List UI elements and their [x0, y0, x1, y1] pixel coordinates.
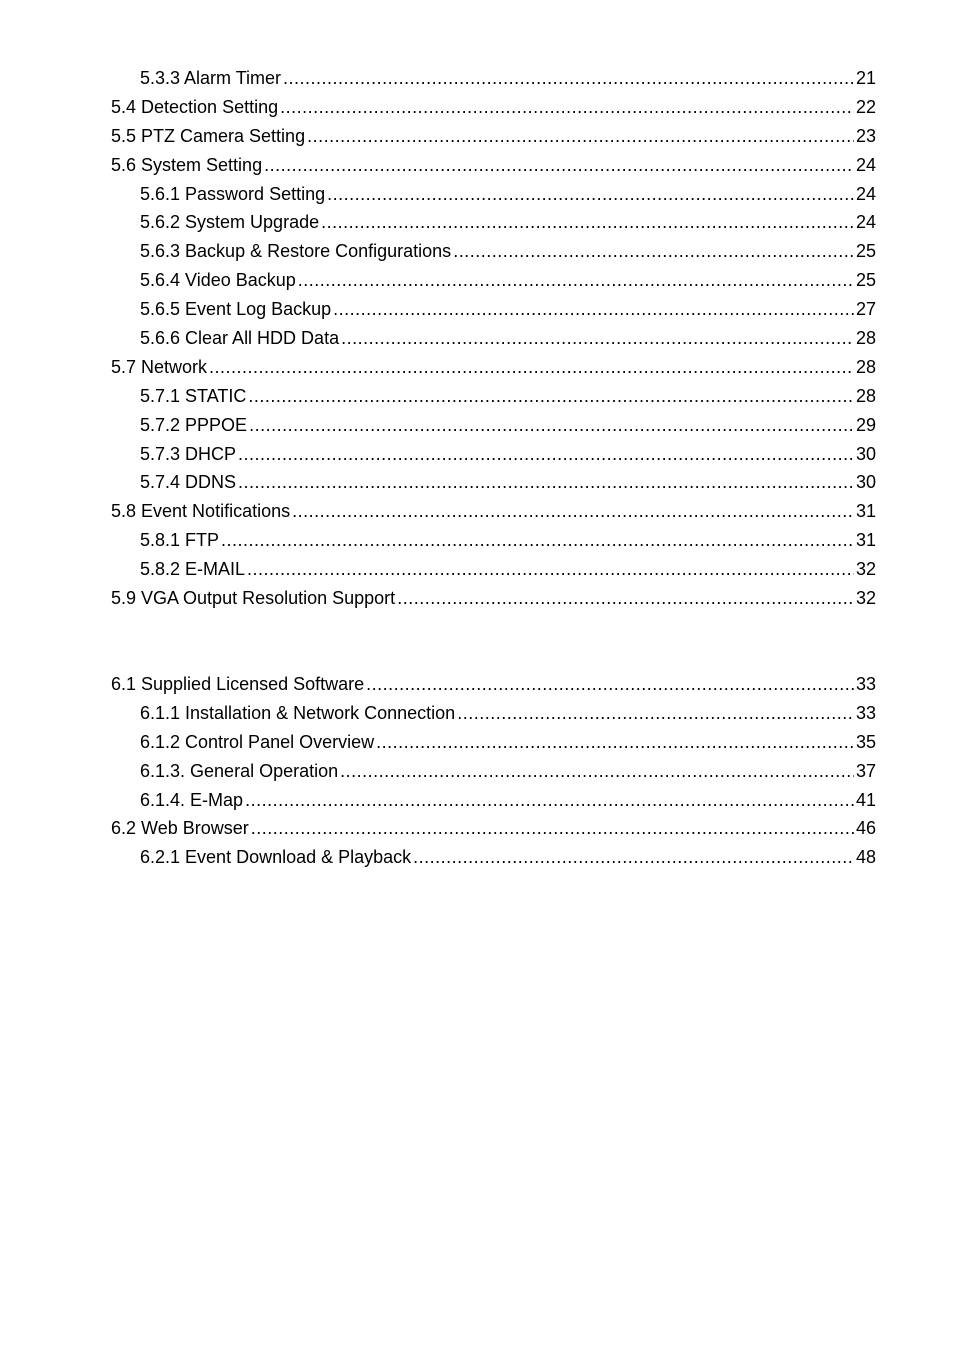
toc-leader-dots — [238, 440, 854, 469]
toc-entry[interactable] — [111, 728, 876, 757]
toc-entry-page: 31 — [855, 530, 876, 551]
toc-entry-title: 5.7.4 DDNS — [140, 472, 237, 493]
toc-entry-title: 5.6 System Setting — [111, 154, 263, 175]
toc-entry-title: 5.6.1 Password Setting — [140, 183, 326, 204]
toc-entry-title: 5.8.2 E-MAIL — [140, 559, 246, 580]
toc-entry[interactable] — [111, 324, 876, 353]
toc-section-5 — [111, 64, 876, 613]
toc-entry-title: 5.7 Network — [111, 356, 208, 377]
toc-leader-dots — [341, 324, 854, 353]
toc-entry-page: 27 — [855, 299, 876, 320]
toc-entry-page: 37 — [855, 760, 876, 781]
toc-entry[interactable] — [111, 353, 876, 382]
toc-entry[interactable] — [111, 295, 876, 324]
toc-entry-title: 5.3.3 Alarm Timer — [140, 68, 282, 88]
toc-leader-dots — [247, 555, 854, 584]
toc-entry-title: 5.6.5 Event Log Backup — [140, 299, 332, 320]
toc-entry-page: 29 — [855, 414, 876, 435]
toc-leader-dots — [307, 122, 854, 151]
toc-entry[interactable] — [111, 440, 876, 469]
toc-entry-page: 32 — [855, 588, 876, 609]
toc-leader-dots — [209, 353, 854, 382]
toc-entry-page: 28 — [855, 328, 876, 349]
toc-leader-dots — [221, 526, 854, 555]
toc-entry[interactable] — [111, 411, 876, 440]
toc-leader-dots — [283, 64, 854, 93]
toc-entry-title: 6.1.2 Control Panel Overview — [140, 731, 375, 752]
toc-leader-dots — [366, 670, 854, 699]
toc-entry-page: 28 — [855, 385, 876, 406]
toc-entry[interactable] — [111, 584, 876, 613]
toc-leader-dots — [280, 93, 854, 122]
toc-leader-dots — [413, 843, 854, 872]
toc-entry-title: 6.2.1 Event Download & Playback — [140, 847, 412, 868]
toc-leader-dots — [245, 786, 854, 815]
toc-entry-title: 5.6.6 Clear All HDD Data — [140, 328, 340, 349]
toc-entry-title: 5.6.3 Backup & Restore Configurations — [140, 241, 452, 262]
toc-entry-title: 5.7.3 DHCP — [140, 443, 237, 464]
toc-entry-page: 46 — [855, 818, 876, 839]
toc-entry-page: 31 — [855, 501, 876, 522]
toc-entry[interactable] — [111, 699, 876, 728]
toc-entry[interactable] — [111, 382, 876, 411]
toc-entry-page: 30 — [855, 443, 876, 464]
toc-section-6 — [111, 670, 876, 872]
toc-entry[interactable] — [111, 180, 876, 209]
toc-entry-title: 5.5 PTZ Camera Setting — [111, 125, 306, 146]
toc-leader-dots — [340, 757, 854, 786]
toc-entry-title: 6.1.4. E-Map — [140, 789, 244, 810]
toc-entry-title: 5.8.1 FTP — [140, 530, 220, 551]
toc-leader-dots — [327, 180, 854, 209]
toc-entry-title: 6.1.1 Installation & Network Connection — [140, 702, 456, 723]
toc-leader-dots — [457, 699, 854, 728]
toc-entry-page: 33 — [855, 674, 876, 694]
toc-entry-page: 30 — [855, 472, 876, 493]
toc-entry-title: 5.8 Event Notifications — [111, 501, 291, 522]
toc-entry[interactable] — [111, 670, 876, 699]
toc-entry-title: 6.2 Web Browser — [111, 818, 249, 839]
toc-entry-page: 23 — [855, 125, 876, 146]
toc-entry-title: 5.6.2 System Upgrade — [140, 212, 320, 233]
toc-entry-title: 5.4 Detection Setting — [111, 96, 279, 117]
toc-entry[interactable] — [111, 151, 876, 180]
toc-entry[interactable] — [111, 814, 876, 843]
toc-leader-dots — [376, 728, 854, 757]
toc-entry[interactable] — [111, 266, 876, 295]
toc-entry-page: 25 — [855, 270, 876, 291]
toc-leader-dots — [249, 411, 854, 440]
toc-entry-page: 28 — [855, 356, 876, 377]
toc-entry[interactable] — [111, 757, 876, 786]
toc-entry-title: 5.6.4 Video Backup — [140, 270, 296, 291]
toc-entry-page: 22 — [855, 96, 876, 117]
toc-entry[interactable] — [111, 468, 876, 497]
toc-entry[interactable] — [111, 786, 876, 815]
toc-entry-page: 35 — [855, 731, 876, 752]
toc-entry[interactable] — [111, 93, 876, 122]
toc-entry-title: 6.1 Supplied Licensed Software — [111, 674, 365, 694]
toc-leader-dots — [321, 208, 854, 237]
toc-entry[interactable] — [111, 497, 876, 526]
toc-entry-page: 24 — [855, 154, 876, 175]
toc-leader-dots — [333, 295, 854, 324]
toc-leader-dots — [264, 151, 854, 180]
toc-leader-dots — [453, 237, 854, 266]
toc-leader-dots — [251, 814, 854, 843]
toc-entry-page: 32 — [855, 559, 876, 580]
toc-entry-page: 24 — [855, 212, 876, 233]
toc-entry-title: 6.1.3. General Operation — [140, 760, 339, 781]
toc-entry[interactable] — [111, 122, 876, 151]
toc-entry[interactable] — [111, 237, 876, 266]
toc-entry[interactable] — [111, 843, 876, 872]
toc-leader-dots — [238, 468, 854, 497]
toc-entry[interactable] — [111, 555, 876, 584]
toc-leader-dots — [397, 584, 854, 613]
toc-entry-page: 24 — [855, 183, 876, 204]
toc-entry-page: 33 — [855, 702, 876, 723]
toc-entry-title: 5.7.1 STATIC — [140, 385, 247, 406]
toc-leader-dots — [298, 266, 854, 295]
toc-entry-title: 5.9 VGA Output Resolution Support — [111, 588, 396, 609]
toc-entry[interactable] — [111, 64, 876, 93]
toc-entry-page: 41 — [855, 789, 876, 810]
toc-leader-dots — [248, 382, 854, 411]
toc-leader-dots — [292, 497, 854, 526]
toc-entry-page: 21 — [855, 68, 876, 88]
toc-entry[interactable] — [111, 526, 876, 555]
toc-entry-page: 25 — [855, 241, 876, 262]
toc-entry-title: 5.7.2 PPPOE — [140, 414, 248, 435]
toc-entry-page: 48 — [855, 847, 876, 868]
toc-entry[interactable] — [111, 208, 876, 237]
